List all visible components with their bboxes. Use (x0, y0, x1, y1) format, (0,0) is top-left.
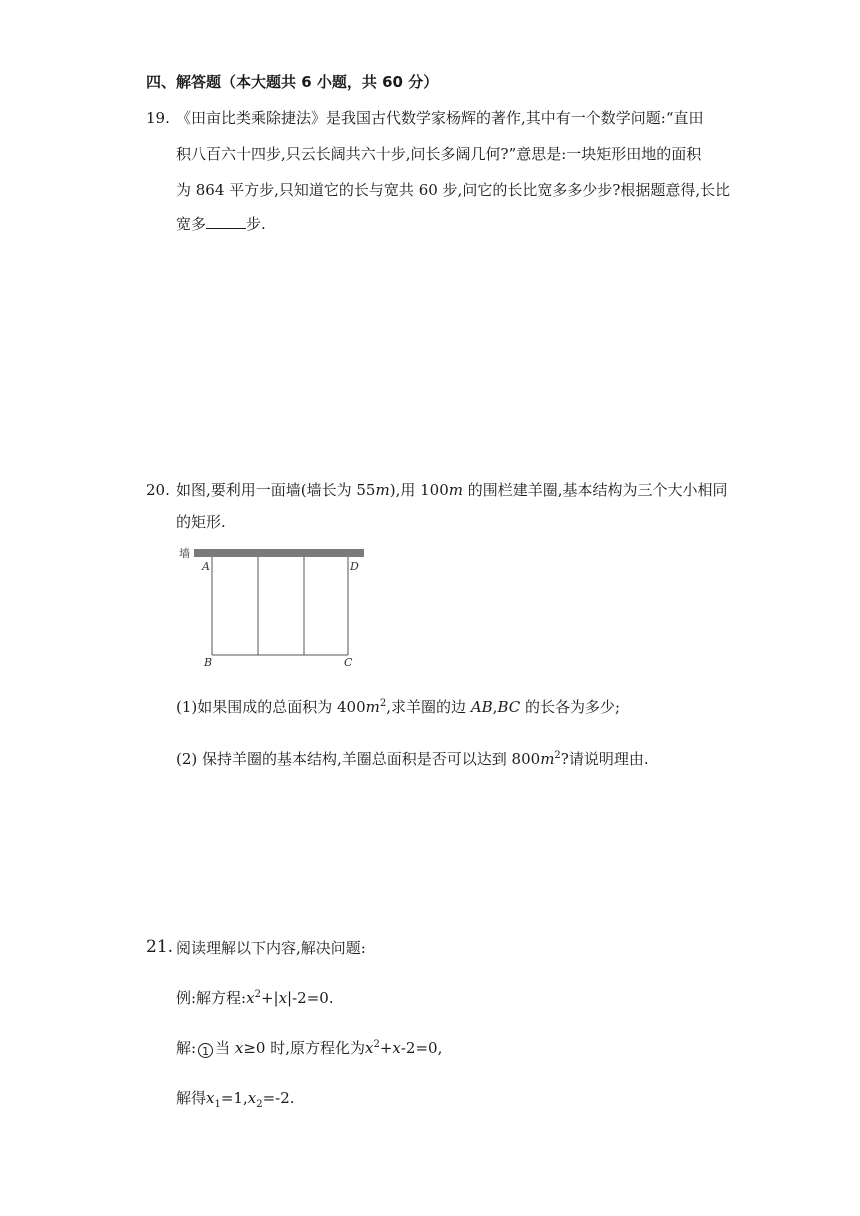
answer-blank[interactable] (206, 214, 246, 229)
point-d-label: D (350, 560, 359, 573)
example-text-a: 例:解方程: (176, 989, 247, 1007)
variable-x: x (246, 989, 255, 1007)
point-c-label: C (344, 656, 353, 669)
variable-x1: x (206, 1089, 215, 1107)
variable-x: x (234, 1039, 244, 1057)
unit-m: m (365, 698, 380, 716)
circled-number-1: 1 (198, 1043, 213, 1058)
unit-m: m (448, 481, 463, 499)
wall-label: 墙 (179, 547, 190, 560)
segment-bc: BC (497, 698, 521, 716)
comma: , (492, 698, 498, 716)
example-text-c: |-2=0. (287, 989, 334, 1007)
q20-p1-text-a: (1)如果围成的总面积为 400 (176, 698, 366, 716)
variable-x2: x (247, 1089, 257, 1107)
question-20-number: 20. (146, 481, 170, 499)
solution-result (176, 1088, 295, 1108)
exponent: 2 (379, 698, 387, 709)
wall (194, 549, 364, 557)
q20-p1-text-b: ,求羊圈的边 (386, 698, 471, 716)
question-19-line-1: 《田亩比类乘除捷法》是我国古代数学家杨辉的著作,其中有一个数学问题:“直田 (176, 109, 704, 127)
question-19-line-4 (176, 214, 266, 234)
q20-text-b: ),用 100 (389, 481, 449, 499)
result-text-a: 解得 (176, 1089, 207, 1107)
section-heading: 四、解答题（本大题共 6 小题，共 60 分） (146, 73, 439, 91)
solution-text-c: ≥0 时,原方程化为 (243, 1039, 365, 1057)
exponent: 2 (554, 750, 561, 761)
question-20-line-1 (176, 480, 728, 500)
variable-x: x (364, 1039, 374, 1057)
question-20-line-2: 的矩形. (176, 513, 226, 531)
subscript: 1 (214, 1099, 221, 1110)
solution-text-b: 当 (215, 1039, 235, 1057)
question-20-part-2 (176, 749, 649, 769)
question-19-line-4-pre: 宽多 (176, 215, 207, 233)
q20-p1-text-c: 的长各为多少; (520, 698, 621, 716)
exponent: 2 (254, 989, 261, 1000)
q20-p2-text-a: (2) 保持羊圈的基本结构,羊圈总面积是否可以达到 800 (176, 750, 541, 768)
solution-text-e: -2=0, (400, 1039, 443, 1057)
segment-ab: AB (470, 698, 493, 716)
solution-step-1 (176, 1038, 442, 1058)
result-text-c: =-2. (262, 1089, 295, 1107)
solution-text-d: + (379, 1039, 393, 1057)
unit-m: m (375, 481, 390, 499)
question-21-line-1: 阅读理解以下内容,解决问题: (176, 939, 366, 957)
q20-p2-text-b: ?请说明理由. (560, 750, 649, 768)
q20-text-c: 的围栏建羊圈,基本结构为三个大小相同 (462, 481, 728, 499)
question-21-number: 21. (146, 937, 174, 957)
question-19-line-3: 为 864 平方步,只知道它的长与宽共 60 步,问它的长比宽多多少步?根据题意得,长比 (176, 181, 731, 199)
solution-text-a: 解: (176, 1039, 197, 1057)
example-equation (176, 988, 334, 1008)
variable-x: x (392, 1039, 401, 1057)
question-19-line-4-post: 步. (246, 215, 266, 233)
variable-x: x (278, 989, 288, 1007)
exponent: 2 (373, 1039, 380, 1050)
point-b-label: B (204, 656, 213, 669)
question-19-number: 19. (146, 109, 170, 127)
unit-m: m (540, 750, 555, 768)
sheep-pen-figure (176, 542, 372, 670)
point-a-label: A (202, 560, 210, 573)
question-19-line-2: 积八百六十四步,只云长阔共六十步,问长多阔几何?”意思是:一块矩形田地的面积 (176, 145, 702, 163)
result-text-b: =1, (220, 1089, 248, 1107)
q20-text-a: 如图,要利用一面墙(墙长为 55 (176, 481, 376, 499)
example-text-b: +| (260, 989, 279, 1007)
question-20-part-1 (176, 697, 620, 717)
subscript: 2 (256, 1099, 263, 1110)
